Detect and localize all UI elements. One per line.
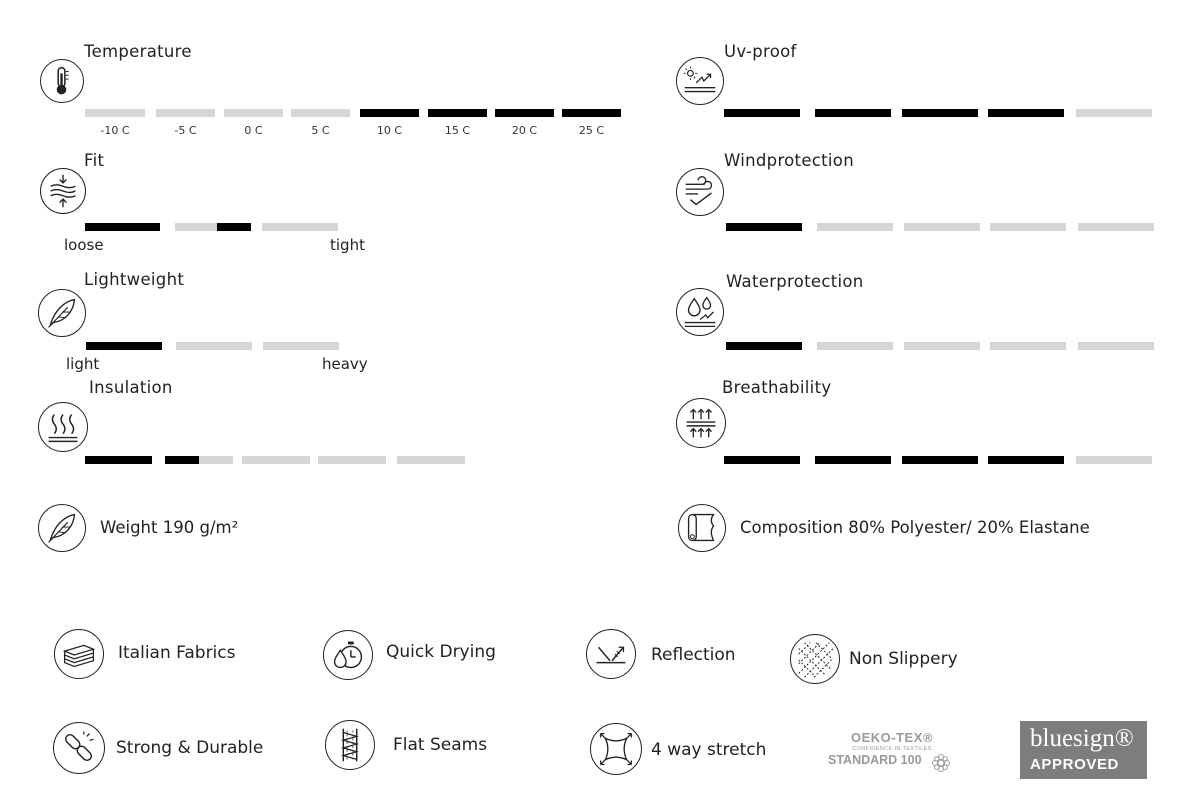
heat-waves-icon [38, 402, 88, 452]
temperature-segment [85, 109, 145, 117]
compress-icon [40, 168, 86, 214]
temperature-title: Temperature [84, 42, 192, 61]
temperature-segment [428, 109, 487, 117]
temperature-segment [360, 109, 419, 117]
temperature-segment [291, 109, 350, 117]
temperature-segment [224, 109, 283, 117]
non-slip-texture-icon [790, 634, 840, 684]
fit-segment-fill [217, 223, 251, 231]
lightweight-title: Lightweight [84, 270, 185, 289]
feather-icon [38, 289, 86, 337]
oeko-tex-logo [826, 730, 958, 768]
breathability-segment [902, 456, 978, 464]
uv-proof-segment [902, 109, 978, 117]
waterprotection-segment [904, 342, 980, 350]
lightweight-segment [86, 342, 162, 350]
windprotection-segment [817, 223, 893, 231]
insulation-segment [85, 456, 152, 464]
insulation-segment [242, 456, 310, 464]
weight-spec: Weight 190 g/m² [100, 518, 239, 537]
lightweight-low-label: light [66, 355, 100, 373]
bluesign-title: bluesign® [1030, 725, 1134, 752]
breathability-segment [988, 456, 1064, 464]
waterprotection-segment [817, 342, 893, 350]
breathability-segment [1076, 456, 1152, 464]
temperature-tick-label: 15 C [444, 124, 471, 137]
temperature-tick-label: 5 C [311, 124, 330, 137]
waterprotection-segment [990, 342, 1066, 350]
oeko-tex-title: OEKO-TEX® [851, 730, 933, 745]
insulation-segment [318, 456, 386, 464]
temperature-tick-label: 0 C [244, 124, 263, 137]
feature-strong-durable: Strong & Durable [116, 738, 264, 758]
reflection-icon [586, 629, 636, 679]
breathability-arrows-icon [676, 398, 726, 448]
windprotection-segment [990, 223, 1066, 231]
waterprotection-title: Waterprotection [726, 272, 864, 291]
wind-icon [676, 168, 724, 216]
windprotection-segment [904, 223, 980, 231]
fit-low-label: loose [64, 236, 104, 254]
feature-quick-drying: Quick Drying [386, 642, 496, 662]
bluesign-logo [1020, 721, 1147, 779]
feature-non-slippery: Non Slippery [849, 649, 958, 669]
feather-icon [38, 504, 86, 552]
temperature-tick-label: 25 C [578, 124, 605, 137]
waterprotection-segment [1078, 342, 1154, 350]
composition-spec: Composition 80% Polyester/ 20% Elastane [740, 518, 1090, 537]
uv-sun-icon [676, 57, 724, 105]
uv-proof-segment [1076, 109, 1152, 117]
broken-chain-icon [53, 722, 105, 774]
thermometer-icon [40, 59, 84, 103]
temperature-tick-label: -10 C [100, 124, 130, 137]
uv-proof-segment [724, 109, 800, 117]
windprotection-segment [726, 223, 802, 231]
temperature-tick-label: -5 C [174, 124, 197, 137]
insulation-title: Insulation [89, 378, 173, 397]
fit-high-label: tight [330, 236, 365, 254]
fit-segment [175, 223, 217, 231]
feature-reflection: Reflection [651, 645, 736, 665]
fabric-layers-icon [54, 629, 104, 679]
oeko-tex-standard: STANDARD 100 [828, 753, 922, 767]
insulation-segment [397, 456, 465, 464]
temperature-tick-label: 10 C [376, 124, 403, 137]
windprotection-segment [1078, 223, 1154, 231]
uv-proof-title: Uv-proof [724, 42, 797, 61]
lightweight-high-label: heavy [322, 355, 368, 373]
feature-flat-seams: Flat Seams [393, 735, 488, 755]
fit-segment [262, 223, 338, 231]
temperature-segment [562, 109, 621, 117]
flat-seams-icon [325, 720, 375, 770]
lightweight-segment [263, 342, 339, 350]
fit-title: Fit [84, 151, 105, 170]
uv-proof-segment [815, 109, 891, 117]
fabric-roll-icon [678, 504, 726, 552]
breathability-title: Breathability [722, 378, 832, 397]
feature-italian-fabrics: Italian Fabrics [118, 643, 236, 663]
stopwatch-drop-icon [323, 630, 373, 680]
temperature-segment [156, 109, 215, 117]
feature-4-way-stretch: 4 way stretch [651, 740, 767, 760]
oeko-tex-tagline: CONFIDENCE IN TEXTILES [852, 746, 932, 752]
insulation-segment-fill [165, 456, 199, 464]
fit-segment [85, 223, 160, 231]
temperature-tick-label: 20 C [511, 124, 538, 137]
waterprotection-segment [726, 342, 802, 350]
breathability-segment [724, 456, 800, 464]
water-drops-icon [676, 288, 724, 336]
four-way-stretch-icon [590, 723, 642, 775]
bluesign-approved: APPROVED [1030, 756, 1119, 773]
breathability-segment [815, 456, 891, 464]
lightweight-segment [176, 342, 252, 350]
windprotection-title: Windprotection [724, 151, 854, 170]
flower-icon [930, 752, 952, 774]
temperature-segment [495, 109, 554, 117]
uv-proof-segment [988, 109, 1064, 117]
